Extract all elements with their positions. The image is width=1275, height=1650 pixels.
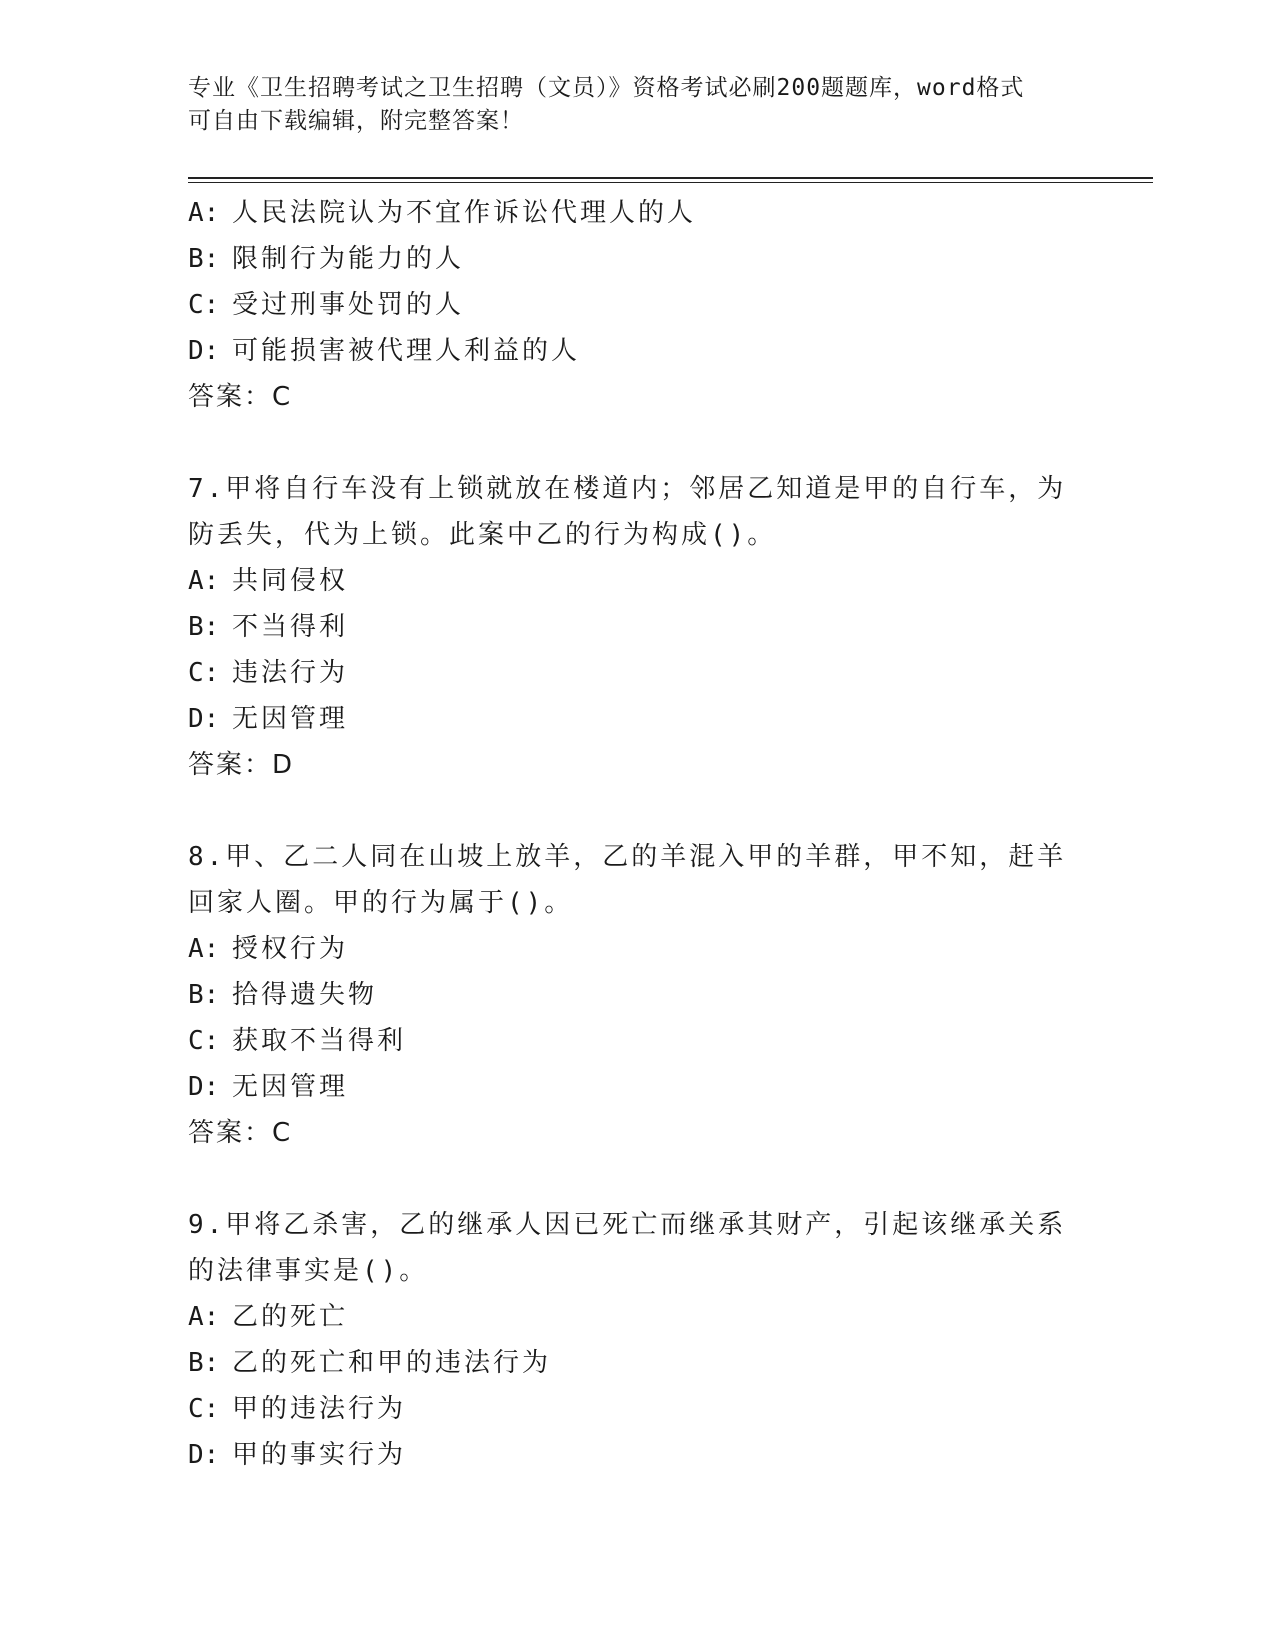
option-c: C: 甲的违法行为	[188, 1394, 407, 1424]
question-block-9	[188, 1202, 1088, 1478]
answer-line: 答案：C	[188, 382, 293, 412]
option-d: D: 无因管理	[188, 704, 349, 734]
option-c: C: 违法行为	[188, 658, 349, 688]
option-b: B: 拾得遗失物	[188, 980, 378, 1010]
option-a: A: 乙的死亡	[188, 1302, 349, 1332]
option-c: C: 获取不当得利	[188, 1026, 407, 1056]
document-header	[188, 72, 1088, 138]
option-b: B: 不当得利	[188, 612, 349, 642]
header-divider-thick	[188, 177, 1153, 179]
answer-line: 答案：D	[188, 750, 295, 780]
question-text-line-1: 9.甲将乙杀害，乙的继承人因已死亡而继承其财产，引起该继承关系	[188, 1210, 1067, 1240]
question-text-line-2: 回家人圈。甲的行为属于()。	[188, 888, 574, 918]
question-text-line-1: 7.甲将自行车没有上锁就放在楼道内；邻居乙知道是甲的自行车，为	[188, 474, 1067, 504]
answer-line: 答案：C	[188, 1118, 293, 1148]
option-b: B: 乙的死亡和甲的违法行为	[188, 1348, 552, 1378]
question-block-8	[188, 834, 1088, 1156]
header-line-1: 专业《卫生招聘考试之卫生招聘（文员）》资格考试必刷200题题库，word格式	[188, 75, 1025, 101]
question-text-line-2: 的法律事实是()。	[188, 1256, 429, 1286]
option-d: D: 可能损害被代理人利益的人	[188, 336, 581, 366]
option-b: B: 限制行为能力的人	[188, 244, 465, 274]
question-list	[188, 190, 1088, 1478]
header-line-2: 可自由下载编辑，附完整答案！	[188, 108, 524, 134]
option-d: D: 无因管理	[188, 1072, 349, 1102]
option-a: A: 共同侵权	[188, 566, 349, 596]
header-divider-thin	[188, 182, 1153, 183]
option-a: A: 授权行为	[188, 934, 349, 964]
option-d: D: 甲的事实行为	[188, 1440, 407, 1470]
question-block-7	[188, 466, 1088, 788]
question-block-6	[188, 190, 1088, 420]
question-text-line-1: 8.甲、乙二人同在山坡上放羊，乙的羊混入甲的羊群，甲不知，赶羊	[188, 842, 1067, 872]
option-c: C: 受过刑事处罚的人	[188, 290, 465, 320]
question-text-line-2: 防丢失，代为上锁。此案中乙的行为构成()。	[188, 520, 777, 550]
option-a: A: 人民法院认为不宜作诉讼代理人的人	[188, 198, 697, 228]
